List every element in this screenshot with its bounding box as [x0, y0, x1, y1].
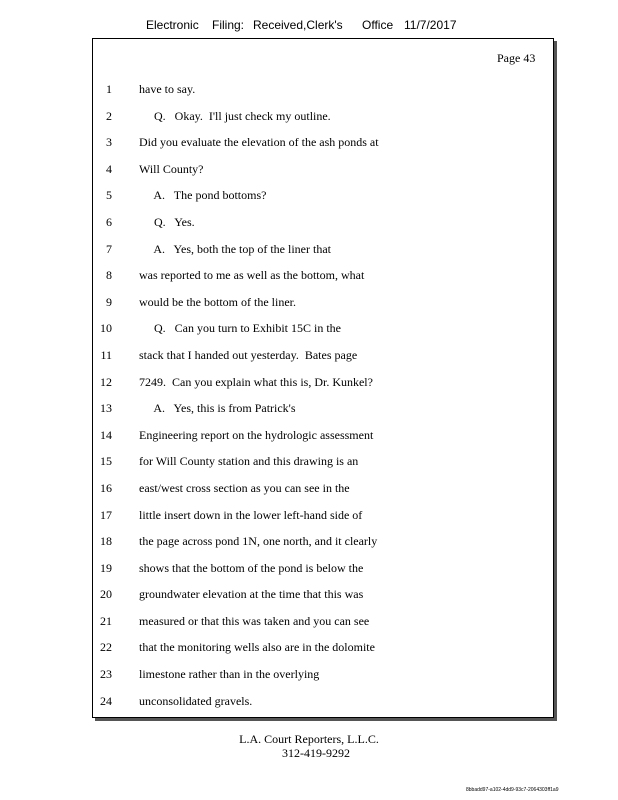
- transcript-line: [93, 187, 553, 214]
- transcript-line: [93, 613, 553, 640]
- line-number: 3: [106, 135, 112, 150]
- transcript-line: [93, 320, 553, 347]
- line-number: 23: [100, 667, 112, 682]
- line-text: little insert down in the lower left-hand side of: [139, 507, 363, 522]
- line-text: A. The pond bottoms?: [139, 188, 267, 203]
- line-text: Will County?: [139, 161, 204, 176]
- filing-header-received: Received,Clerk's: [253, 18, 343, 32]
- transcript-line: [93, 347, 553, 374]
- line-text: Did you evaluate the elevation of the ash ponds at: [139, 135, 379, 150]
- line-number: 8: [106, 268, 112, 283]
- transcript-line: [93, 241, 553, 268]
- line-text: groundwater elevation at the time that this was: [139, 587, 364, 602]
- footer-phone-number: 312-419-9292: [282, 746, 350, 760]
- transcript-line: [93, 294, 553, 321]
- transcript-line: [93, 453, 553, 480]
- line-number: 21: [100, 613, 112, 628]
- line-text: Engineering report on the hydrologic assessment: [139, 427, 374, 442]
- line-number: 17: [100, 507, 112, 522]
- page-number: Page 43: [497, 51, 536, 65]
- line-text: 7249. Can you explain what this is, Dr. Kunkel?: [139, 374, 373, 389]
- line-number: 2: [106, 108, 112, 123]
- line-text: Q. Can you turn to Exhibit 15C in the: [139, 321, 341, 336]
- transcript-line: [93, 666, 553, 693]
- filing-header-filing: Filing:: [212, 18, 245, 32]
- line-number: 22: [100, 640, 112, 655]
- line-number: 6: [106, 214, 112, 229]
- document-id: 8bbadd97-a102-4dd9-93c7-2064303ff1a9: [466, 787, 559, 793]
- transcript-line: [93, 81, 553, 108]
- line-number: 4: [106, 161, 112, 176]
- line-text: for Will County station and this drawing is an: [139, 454, 359, 469]
- transcript-line: [93, 161, 553, 188]
- transcript-line: [93, 533, 553, 560]
- line-text: have to say.: [139, 82, 196, 96]
- transcript-line: [93, 267, 553, 294]
- line-text: stack that I handed out yesterday. Bates page: [139, 347, 358, 362]
- transcript-line: [93, 108, 553, 135]
- line-number: 24: [100, 693, 112, 708]
- line-text: A. Yes, this is from Patrick's: [139, 401, 296, 416]
- line-text: was reported to me as well as the bottom, what: [139, 268, 365, 283]
- line-text: that the monitoring wells also are in the dolomite: [139, 640, 375, 655]
- line-text: shows that the bottom of the pond is below the: [139, 560, 364, 575]
- line-number: 1: [106, 82, 112, 96]
- transcript-line: [93, 214, 553, 241]
- line-number: 20: [100, 587, 112, 602]
- transcript-line: [93, 374, 553, 401]
- line-number: 12: [100, 374, 112, 389]
- transcript-line: [93, 427, 553, 454]
- transcript-line: [93, 134, 553, 161]
- transcript-line: [93, 560, 553, 587]
- line-text: limestone rather than in the overlying: [139, 667, 320, 682]
- footer-firm-name: L.A. Court Reporters, L.L.C.: [239, 732, 379, 746]
- line-number: 11: [100, 347, 112, 362]
- transcript-line: [93, 639, 553, 666]
- line-number: 14: [100, 427, 112, 442]
- line-text: Q. Yes.: [139, 214, 195, 229]
- line-number: 15: [100, 454, 112, 469]
- line-number: 18: [100, 534, 112, 549]
- filing-header: [0, 18, 618, 36]
- line-number: 7: [106, 241, 112, 256]
- line-number: 16: [100, 480, 112, 495]
- line-number: 5: [106, 188, 112, 203]
- transcript-line: [93, 480, 553, 507]
- line-number: 19: [100, 560, 112, 575]
- line-text: unconsolidated gravels.: [139, 693, 253, 708]
- line-number: 9: [106, 294, 112, 309]
- transcript-line: [93, 400, 553, 427]
- line-text: measured or that this was taken and you can see: [139, 613, 370, 628]
- transcript-line: [93, 507, 553, 534]
- transcript-line: [93, 693, 553, 720]
- transcript-page: [92, 38, 554, 718]
- line-text: Q. Okay. I'll just check my outline.: [139, 108, 331, 123]
- filing-header-office: Office: [362, 18, 394, 32]
- transcript-line: [93, 586, 553, 613]
- filing-header-date: 11/7/2017: [404, 18, 457, 32]
- filing-header-electronic: Electronic: [146, 18, 199, 32]
- transcript-lines: [93, 81, 553, 719]
- line-text: east/west cross section as you can see in the: [139, 480, 350, 495]
- line-text: A. Yes, both the top of the liner that: [139, 241, 331, 256]
- line-text: the page across pond 1N, one north, and it clearly: [139, 534, 378, 549]
- line-number: 13: [100, 401, 112, 416]
- line-text: would be the bottom of the liner.: [139, 294, 296, 309]
- line-number: 10: [100, 321, 112, 336]
